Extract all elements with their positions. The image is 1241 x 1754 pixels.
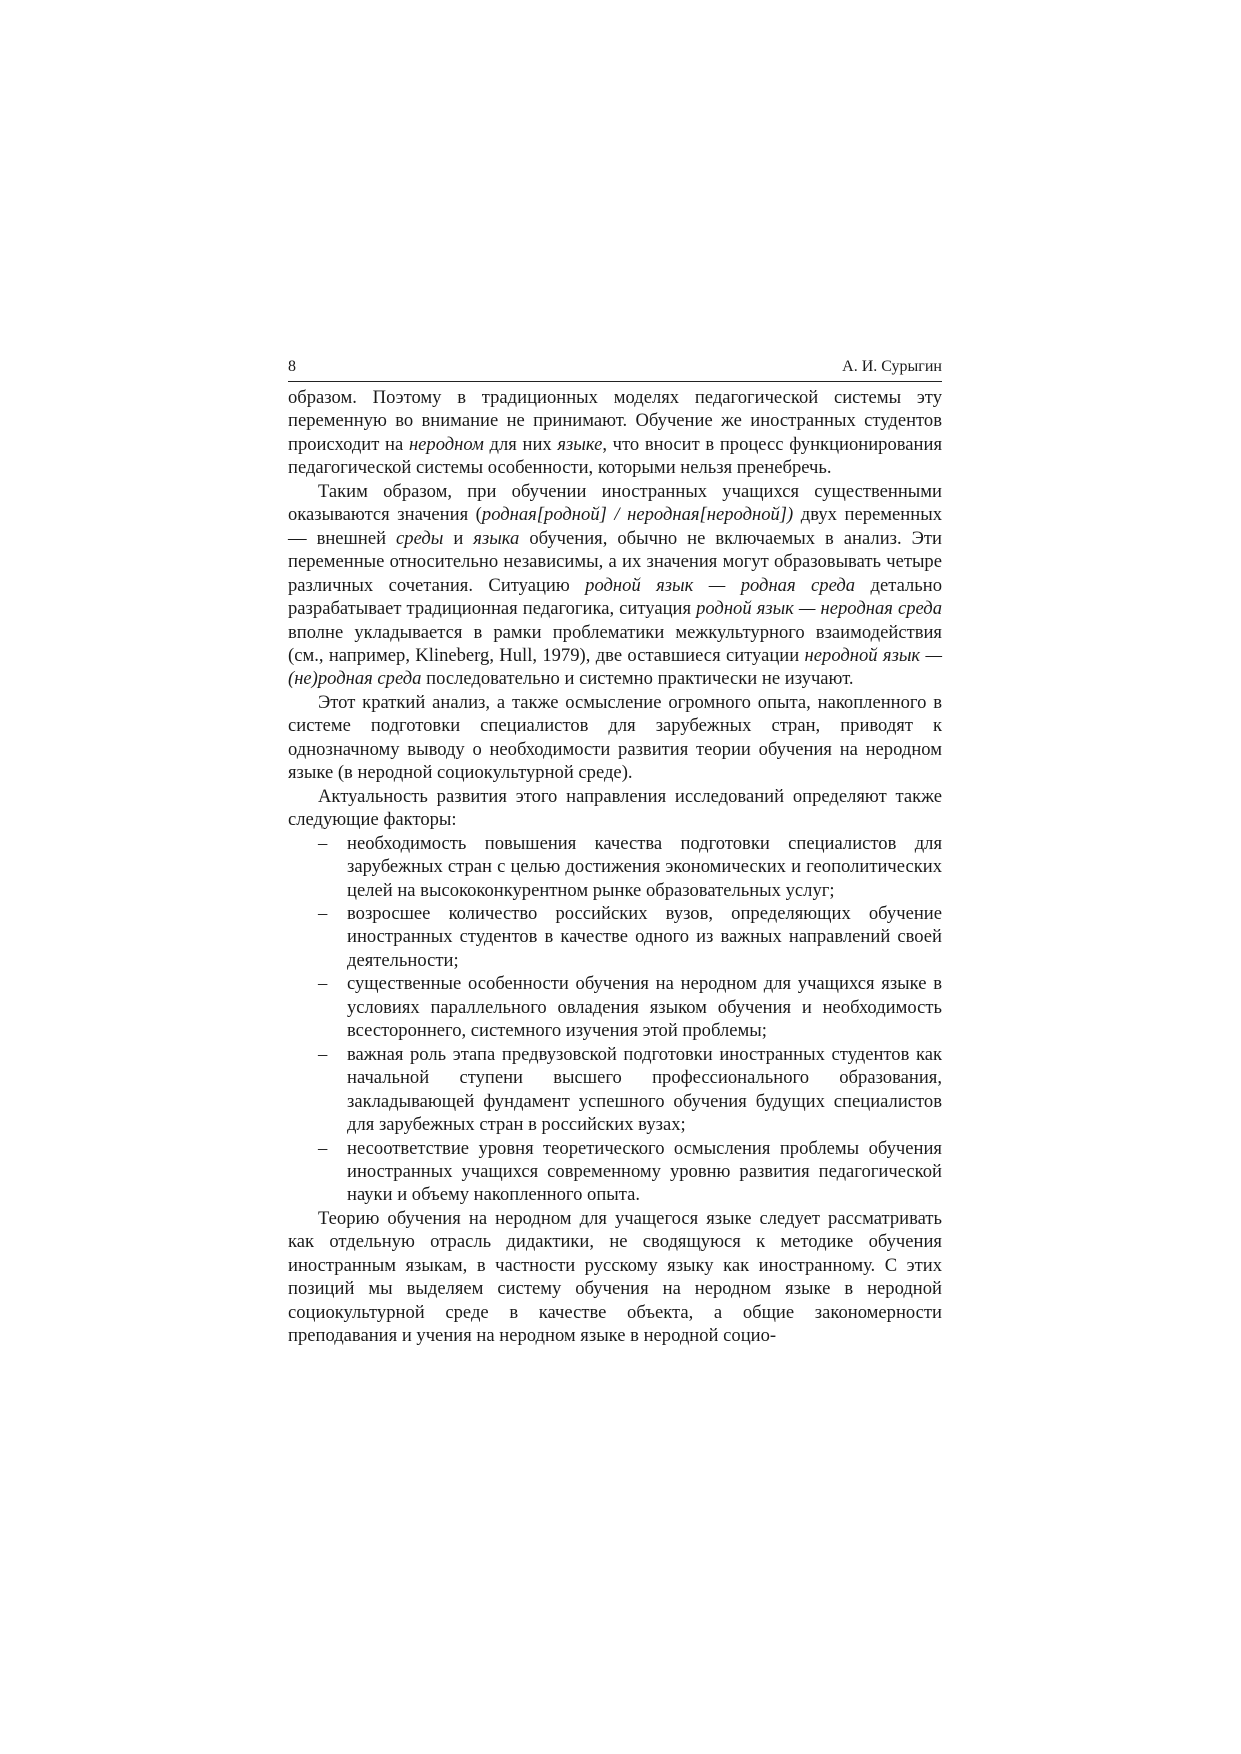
factors-list xyxy=(288,832,942,1207)
body-text xyxy=(288,386,942,1348)
list-item: – возросшее количество российских вузов, определяющих обучение иностранных студентов в качестве одного из важных направлений своей деятельности; xyxy=(318,902,942,971)
list-item: – важная роль этапа предвузовской подготовки иностранных студентов как начальной ступени высшего профессионального образования, закладывающей фундамент успешного обучения будущих специалистов для зарубежных стран в российских вузах; xyxy=(318,1043,942,1136)
paragraph-1: образом. Поэтому в традиционных моделях педагогической системы эту переменную во внимание не принимают. Обучение же иностранных студентов происходит на неродном для них языке, что вносит в процесс функционирования педагогической системы особенности, которыми нельзя пренебречь. xyxy=(288,387,943,479)
dash-bullet: – xyxy=(318,973,328,995)
list-item: – необходимость повышения качества подготовки специалистов для зарубежных стран с целью достижения экономических и геополитических целей на высококонкурентном рынке образовательных услуг; xyxy=(318,832,942,901)
list-item: – существенные особенности обучения на неродном для учащихся языке в условиях параллельного овладения языком обучения и необходимость всестороннего, системного изучения этой проблемы; xyxy=(318,973,942,1042)
list-item: – несоответствие уровня теоретического осмысления проблемы обучения иностранных учащихся современному уровню развития педагогической науки и объему накопленного опыта. xyxy=(318,1137,942,1206)
running-head xyxy=(288,357,942,382)
dash-bullet: – xyxy=(318,832,328,854)
dash-bullet: – xyxy=(318,902,328,924)
running-head-author: А. И. Сурыгин xyxy=(842,358,942,375)
paragraph-5: Теорию обучения на неродном для учащегося языке следует рассматривать как отдельную отрасль дидактики, не сводящуюся к методике обучения иностранным языкам, в частности русскому языку как иностранному. С этих позиций мы выделяем систему обучения на неродном языке в неродной социокультурной среде в качестве объекта, а общие закономерности преподавания и учения на неродном языке в неродной социо- xyxy=(288,1207,942,1347)
paragraph-2: Таким образом, при обучении иностранных учащихся существенными оказываются значения (родная[родной] / неродная[неродной]) двух переменных — внешней среды и языка обучения, обычно не включаемых в анализ. Эти переменные относительно независимы, а их значения могут образовывать четыре различных сочетания. Ситуацию родной язык — родная среда детально разрабатывает традиционная педагогика, ситуация родной язык — неродная среда вполне укладывается в рамки проблематики межкультурного взаимодействия (см., например, Klineberg, Hull, 1979), две оставшиеся ситуации неродной язык — (не)родная среда последовательно и системно практически не изучают. xyxy=(288,480,942,690)
dash-bullet: – xyxy=(318,1043,328,1065)
paragraph-3: Этот краткий анализ, а также осмысление огромного опыта, накопленного в системе подготовки специалистов для зарубежных стран, приводят к однозначному выводу о необходимости развития теории обучения на неродном языке (в неродной социокультурной среде). xyxy=(288,691,942,784)
paragraph-4: Актуальность развития этого направления исследований определяют также следующие факторы: xyxy=(288,785,942,831)
dash-bullet: – xyxy=(318,1137,328,1159)
book-page xyxy=(288,357,942,1348)
page-number: 8 xyxy=(288,358,296,375)
